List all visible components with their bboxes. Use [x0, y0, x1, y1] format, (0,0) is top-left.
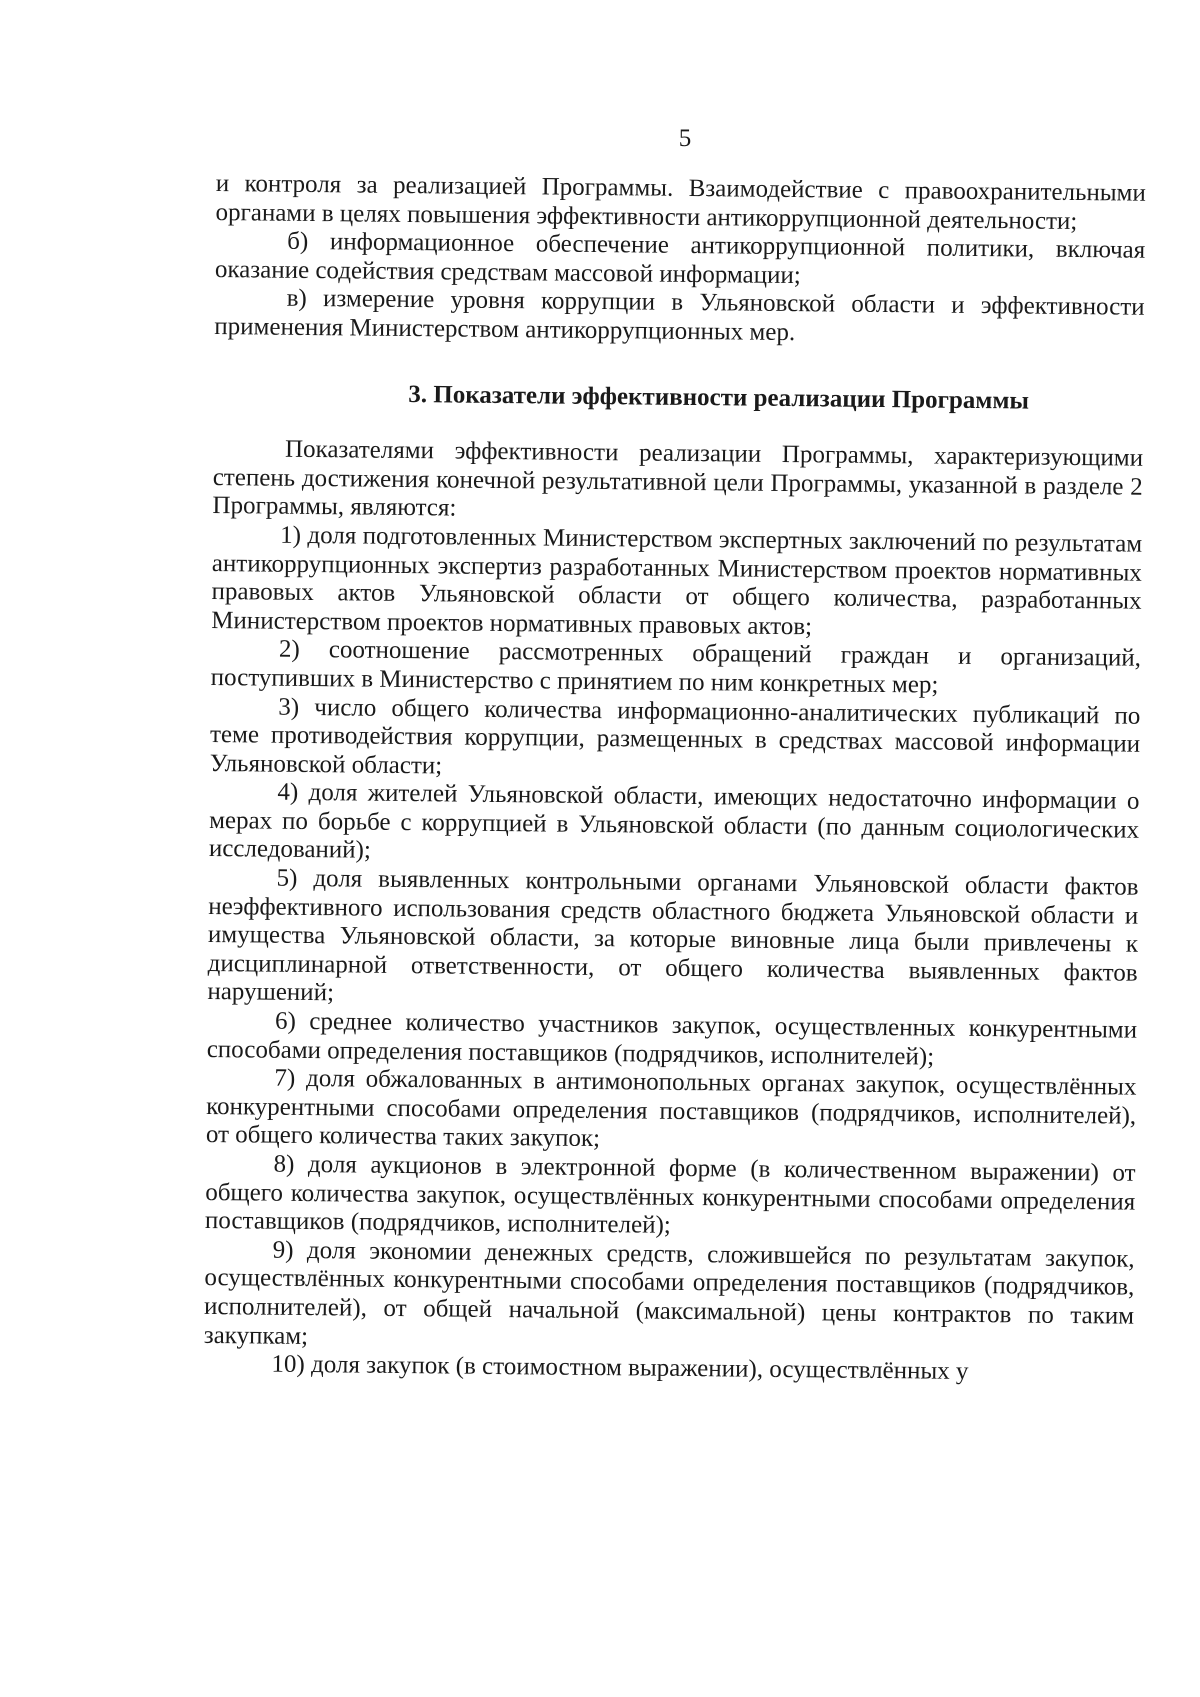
indicator-item-1: 1) доля подготовленных Министерством экспертных заключений по результатам антикоррупционных экспертиз разработанных Министерством проектов нормативных правовых актов Ульяновской области от общего количества, разработанных Министерством проектов нормативных правовых актов;: [211, 521, 1143, 640]
list-item-b: б) информационное обеспечение антикоррупционной политики, включая оказание содействия средствам массовой информации;: [214, 227, 1146, 289]
indicator-item-4: 4) доля жителей Ульяновской области, имеющих недостаточно информации о мерах по борьбе с коррупцией в Ульяновской области (по данным социологических исследований);: [208, 778, 1140, 865]
indicator-item-2: 2) соотношение рассмотренных обращений граждан и организаций, поступивших в Министерство с принятием по ним конкретных мер;: [210, 635, 1142, 699]
indicator-item-6: 6) среднее количество участников закупок, осуществленных конкурентными способами определения поставщиков (подрядчиков, исполнителей);: [206, 1007, 1138, 1071]
indicator-item-3: 3) число общего количества информационно-аналитических публикаций по теме противодействия коррупции, размещенных в средствах массовой информации Ульяновской области;: [209, 693, 1141, 780]
list-item-v: в) измерение уровня коррупции в Ульяновской области и эффективности применения Министерством антикоррупционных мер.: [214, 285, 1145, 347]
indicator-item-8: 8) доля аукционов в электронной форме (в количественном выражении) от общего количества закупок, осуществлённых конкурентными способами определения поставщиков (подрядчиков, исполнителей);: [204, 1150, 1136, 1240]
indicator-item-9: 9) доля экономии денежных средств, сложившейся по результатам закупок, осуществлённых конкурентными способами определения поставщиков (подрядчиков, исполнителей), от общей начальной (максимальной) цены контрактов по таким закупкам;: [203, 1236, 1135, 1350]
indicator-item-10: 10) доля закупок (в стоимостном выражении), осуществлённых у: [271, 1350, 969, 1386]
document-body: [203, 170, 1146, 1388]
page-number: 5: [678, 125, 692, 152]
continuation-paragraph: и контроля за реализацией Программы. Взаимодействие с правоохранительными органами в целях повышения эффективности антикоррупционной деятельности;: [215, 170, 1146, 235]
section-lead-paragraph: Показателями эффективности реализации Программы, характеризующими степень достижения конечной результативной цели Программы, указанной в разделе 2 Программы, являются:: [212, 435, 1144, 522]
indicator-item-5: 5) доля выявленных контрольными органами Ульяновской области фактов неэффективного использования средств областного бюджета Ульяновской области и имущества Ульяновской области, за которые виновные лица были привлечены к дисциплинарной ответственности, от общего количества выявленных фактов нарушений;: [207, 864, 1139, 1007]
section-heading: 3. Показатели эффективности реализации Программы: [408, 380, 1030, 415]
indicator-item-7: 7) доля обжалованных в антимонопольных органах закупок, осуществлённых конкурентными способами определения поставщиков (подрядчиков, исполнителей), от общего количества таких закупок;: [205, 1064, 1137, 1153]
